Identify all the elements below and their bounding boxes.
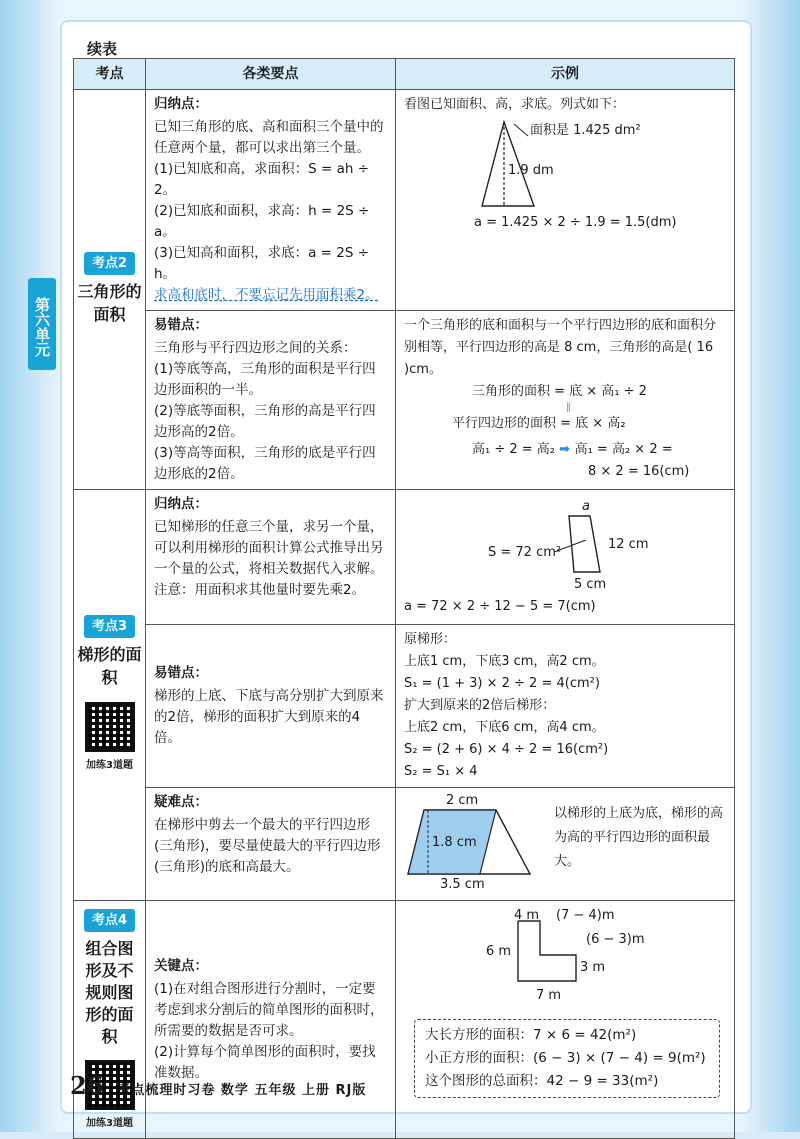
area-label: S = 72 cm² xyxy=(488,545,562,560)
point-line: 已知三角形的底、高和面积三个量中的任意两个量，都可以求出第三个量。 xyxy=(154,119,384,156)
table-header-row xyxy=(74,59,735,90)
kp3-title: 梯形的面积 xyxy=(77,644,142,687)
example-line: 上底2 cm，下底6 cm，高4 cm。 xyxy=(404,720,605,735)
unit-side-tab: 第六单元 xyxy=(28,278,56,370)
qr-caption: 加练3道题 xyxy=(86,1118,133,1129)
table-row xyxy=(74,490,735,625)
point-head: 归纳点： xyxy=(154,496,208,512)
point-head: 疑难点： xyxy=(154,794,208,810)
example-line: 原梯形： xyxy=(404,632,457,647)
table-row xyxy=(74,90,735,311)
point-head: 归纳点： xyxy=(154,96,208,112)
footer-text: 考点梳理时习卷 数学 五年级 上册 RJ版 xyxy=(117,1083,367,1098)
solution-line: 小正方形的面积：(6 − 3) × (7 − 4) = 9(m²) xyxy=(425,1050,706,1066)
table-row xyxy=(74,625,735,788)
header-kaodian: 考点 xyxy=(74,59,146,90)
point-line: (1)在对组合图形进行分割时，一定要考虑到求分割后的简单图形的面积时，所需要的数据是否可求。 xyxy=(154,980,384,1039)
point-line: 已知梯形的任意三个量，求另一个量，可以利用梯形的面积计算公式推导出另一个量的公式，将相关数据代入求解。 xyxy=(154,519,384,577)
point-line: (2)等底等面积，三角形的高是平行四边形高的2倍。 xyxy=(154,403,376,440)
l-shape-figure xyxy=(400,905,730,1017)
top-base-label: 2 cm xyxy=(446,793,479,808)
point-line: 在梯形中剪去一个最大的平行四边形(三角形)，要尽量使最大的平行四边形(三角形)的底和高最大。 xyxy=(154,817,381,875)
example-line: S₁ = (1 + 3) × 2 ÷ 2 = 4(cm²) xyxy=(404,676,600,691)
hint-text: 求高和底时，不要忘记先用面积乘2。 xyxy=(154,287,379,303)
kp2-r1-points xyxy=(146,90,396,311)
kp3-cell xyxy=(74,490,146,901)
kp4-points xyxy=(146,901,396,1139)
point-head: 易错点： xyxy=(154,317,208,333)
example-formula: 高₁ ÷ 2 = 高₂ xyxy=(472,442,556,457)
point-line: (1)已知底和高，求面积：S = ah ÷ 2。 xyxy=(154,161,370,198)
point-line: 三角形与平行四边形之间的关系： xyxy=(154,340,357,356)
kp4-cell xyxy=(74,901,146,1139)
kp2-title: 三角形的面积 xyxy=(77,282,142,324)
kp3-r1-example xyxy=(396,490,735,625)
dimension-label: 3 m xyxy=(580,960,606,975)
dimension-label: 7 m xyxy=(536,988,562,1003)
area-label: 面积是 1.425 dm² xyxy=(530,123,641,138)
dimension-label: 6 m xyxy=(486,944,512,959)
bottom-base-label: 5 cm xyxy=(574,577,607,592)
bottom-base-label: 3.5 cm xyxy=(440,877,485,892)
continued-label: 续表 xyxy=(87,40,118,58)
kp3-r3-example xyxy=(396,788,735,901)
kp3-r2-points xyxy=(146,625,396,788)
dimension-label: (7 − 4)m xyxy=(556,908,615,923)
header-points: 各类要点 xyxy=(146,59,396,90)
qr-caption: 加练3道题 xyxy=(86,759,133,771)
table-row xyxy=(74,788,735,901)
kp3-r1-points xyxy=(146,490,396,625)
equals-mark: ‖ xyxy=(566,402,571,413)
page-number: 26 xyxy=(70,1071,104,1100)
example-line: 上底1 cm，下底3 cm，高2 cm。 xyxy=(404,654,605,669)
height-label: 1.8 cm xyxy=(432,835,477,850)
trapezoid-svg xyxy=(404,494,724,596)
trapezoid-figure xyxy=(404,494,726,596)
qr-code-icon[interactable] xyxy=(85,702,135,752)
point-line: (2)已知底和面积，求高：h = 2S ÷ a。 xyxy=(154,203,370,240)
example-formula: a = 1.425 × 2 ÷ 1.9 = 1.5(dm) xyxy=(474,215,677,230)
triangle-figure xyxy=(404,116,726,212)
example-note: 以梯形的上底为底，梯形的高为高的平行四边形的面积最大。 xyxy=(554,806,724,869)
kp3-r2-example xyxy=(396,625,735,788)
kp2-r1-example xyxy=(396,90,735,311)
example-intro: 看图已知面积、高，求底。列式如下： xyxy=(404,97,626,112)
point-line: (3)已知高和面积，求底：a = 2S ÷ h。 xyxy=(154,245,370,282)
kp2-r2-example xyxy=(396,311,735,490)
point-line: (3)等高等面积，三角形的底是平行四边形底的2倍。 xyxy=(154,445,376,482)
example-line: S₂ = (2 + 6) × 4 ÷ 2 = 16(cm²) xyxy=(404,742,609,757)
example-formula-row xyxy=(404,439,726,461)
kp2-r2-points xyxy=(146,311,396,490)
dimension-label: 4 m xyxy=(514,908,540,923)
point-head: 易错点： xyxy=(154,665,208,681)
dimension-label: (6 − 3)m xyxy=(586,932,645,947)
solution-line: 这个图形的总面积：42 − 9 = 33(m²) xyxy=(425,1073,659,1089)
example-line: 扩大到原来的2倍后梯形： xyxy=(404,698,556,713)
height-label: 12 cm xyxy=(608,537,649,552)
point-line: 注意：用面积求其他量时要先乘2。 xyxy=(154,582,366,598)
example-formula: 8 × 2 = 16(cm) xyxy=(588,464,690,479)
table-row xyxy=(74,311,735,490)
table-row xyxy=(74,901,735,1139)
point-line: (1)等底等高，三角形的面积是平行四边形面积的一半。 xyxy=(154,361,376,398)
point-line: (2)计算每个简单图形的面积时，要找准数据。 xyxy=(154,1043,376,1081)
kp3-r3-points xyxy=(146,788,396,901)
example-formula: 高₁ = 高₂ × 2 = xyxy=(574,442,673,457)
example-line: S₂ = S₁ × 4 xyxy=(404,764,478,779)
solution-line: 大长方形的面积：7 × 6 = 42(m²) xyxy=(425,1027,637,1043)
arrow-right-icon: ➡ xyxy=(559,442,575,457)
kp4-title: 组合图形及不规则图形的面积 xyxy=(85,939,134,1046)
kp3-tag: 考点3 xyxy=(84,615,135,638)
page-footer xyxy=(70,1071,366,1100)
point-head: 关键点： xyxy=(154,957,208,974)
example-text: 一个三角形的底和面积与一个平行四边形的底和面积分别相等，平行四边形的高是 8 cm，三角形的高是( 16 )cm。 xyxy=(404,318,717,377)
example-formula: 三角形的面积 = 底 × 高₁ ÷ 2 xyxy=(472,384,647,399)
kp2-cell xyxy=(74,90,146,490)
knowledge-table xyxy=(73,58,735,1139)
kp4-tag: 考点4 xyxy=(84,909,135,932)
example-formula: 平行四边形的面积 = 底 × 高₂ xyxy=(452,416,626,431)
kp2-tag: 考点2 xyxy=(84,252,135,275)
point-line: 梯形的上底、下底与高分别扩大到原来的2倍，梯形的面积扩大到原来的4倍。 xyxy=(154,688,384,746)
kp4-example xyxy=(396,901,735,1139)
solution-box xyxy=(414,1019,720,1098)
trapezoid-cut-figure xyxy=(402,790,728,894)
example-formula: a = 72 × 2 ÷ 12 − 5 = 7(cm) xyxy=(404,599,596,614)
height-label: 1.9 dm xyxy=(508,163,554,178)
header-examples: 示例 xyxy=(396,59,735,90)
top-base-label: a xyxy=(582,499,590,514)
